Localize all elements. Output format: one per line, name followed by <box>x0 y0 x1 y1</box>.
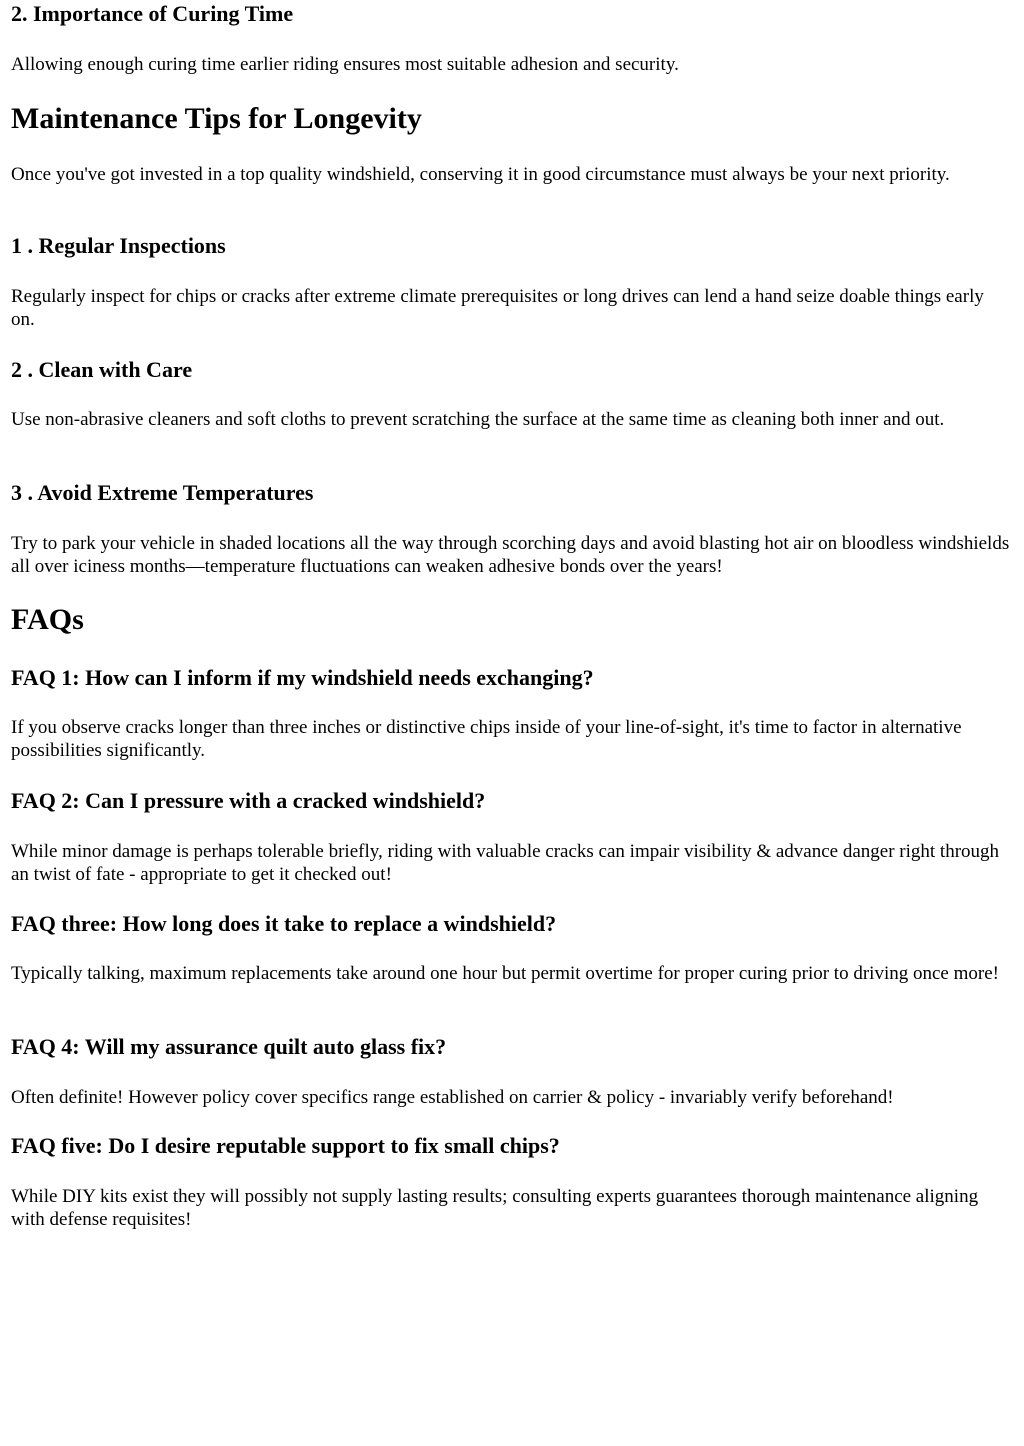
faq-question: FAQ 4: Will my assurance quilt auto glass fix? <box>11 1034 447 1059</box>
faq-question: FAQ 1: How can I inform if my windshield needs exchanging? <box>11 665 594 690</box>
faq-question: FAQ 2: Can I pressure with a cracked windshield? <box>11 788 486 813</box>
tip-heading-inspections: 1 . Regular Inspections <box>11 233 226 258</box>
section-heading-maintenance: Maintenance Tips for Longevity <box>11 102 422 135</box>
faq-question: FAQ three: How long does it take to replace a windshield? <box>11 911 557 936</box>
section-heading-curing-time: 2. Importance of Curing Time <box>11 1 294 26</box>
section-intro-maintenance: Once you've got invested in a top quality windshield, conserving it in good circumstance must always be your next priority. <box>11 164 950 185</box>
tip-heading-temperatures: 3 . Avoid Extreme Temperatures <box>11 480 314 505</box>
tip-text-clean: Use non-abrasive cleaners and soft cloths to prevent scratching the surface at the same time as cleaning both inner and out. <box>11 409 945 430</box>
faq-answer: While minor damage is perhaps tolerable briefly, riding with valuable cracks can impair visibility & advance danger right through an twist of fate - appropriate to get it checked out! <box>11 841 1000 885</box>
tip-text-inspections: Regularly inspect for chips or cracks after extreme climate prerequisites or long drives can lend a hand seize doable things early on. <box>11 286 984 330</box>
tip-text-temperatures: Try to park your vehicle in shaded locations all the way through scorching days and avoid blasting hot air on bloodless windshields all over iciness months—temperature fluctuations can weaken adhesive bonds over the years! <box>11 533 1010 577</box>
tip-heading-clean: 2 . Clean with Care <box>11 357 193 382</box>
section-text-curing-time: Allowing enough curing time earlier riding ensures most suitable adhesion and security. <box>11 54 679 75</box>
faq-answer: If you observe cracks longer than three inches or distinctive chips inside of your line-of-sight, it's time to factor in alternative possibilities significantly. <box>11 717 962 761</box>
faq-answer: Typically talking, maximum replacements take around one hour but permit overtime for proper curing prior to driving once more! <box>11 963 999 984</box>
faq-answer: While DIY kits exist they will possibly not supply lasting results; consulting experts guarantees thorough maintenance aligning with defense requisites! <box>11 1186 979 1230</box>
faq-question: FAQ five: Do I desire reputable support to fix small chips? <box>11 1133 560 1158</box>
section-heading-faqs: FAQs <box>11 603 84 636</box>
faq-answer: Often definite! However policy cover specifics range established on carrier & policy - invariably verify beforehand! <box>11 1087 894 1108</box>
